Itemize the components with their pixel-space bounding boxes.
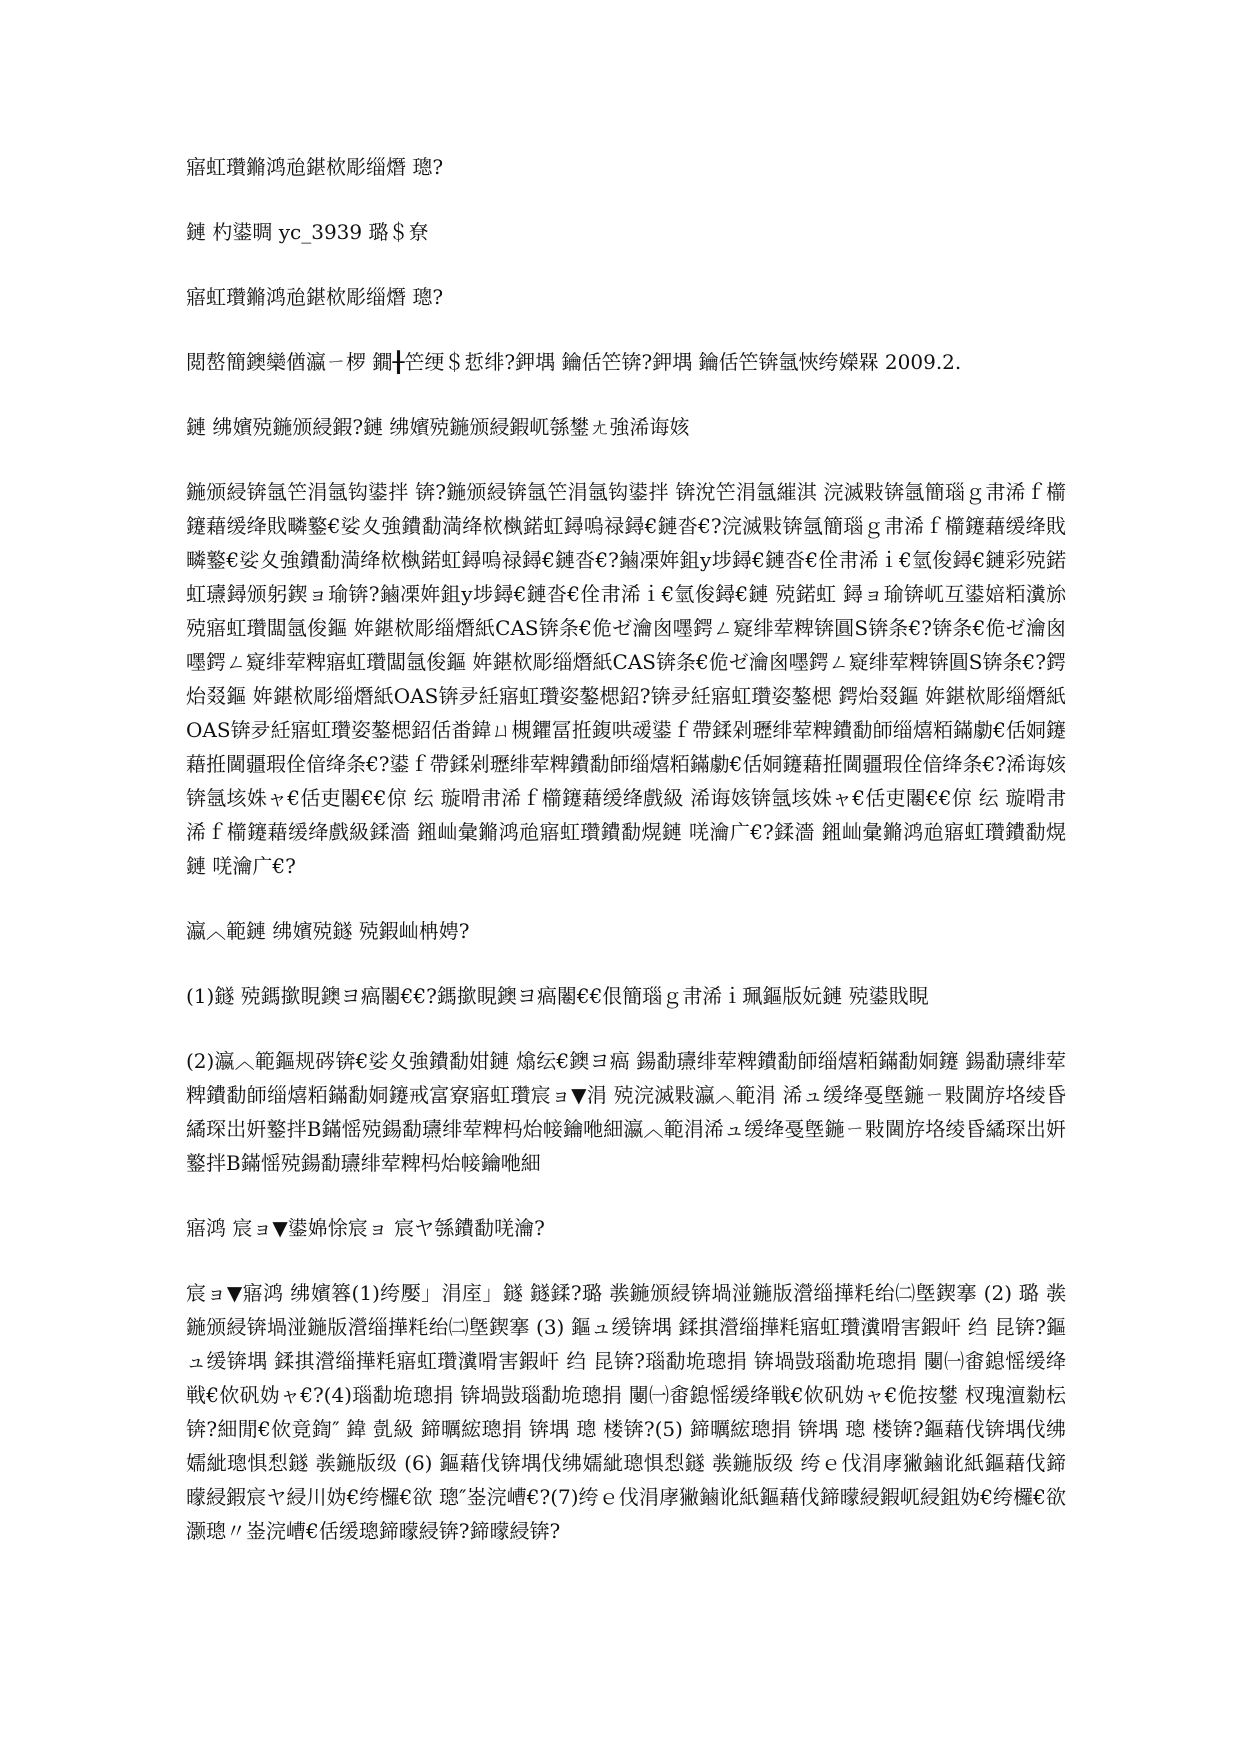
body-paragraph: 鍦颁綅锛氬笀涓氬钩鍙拌 锛?鍦颁綅锛氬笀涓氬钩鍙拌 锛涗笀涓氬繀淇 浣滅敤锛氬簡瑙ｇ帇浠ｆ櫤鑳藉缓绛戝疄鐜€娑夊強鐨勫満绛栨槸鍩虹鐞嗚禄鐞€鏈沓€?浣滅敤锛氬簡瑙ｇ帇浠ｆ櫤鑳藉缓绛戝疄鐜€娑夊強鐨勫満绛栨槸鍩虹鐞嗚禄鐞€鏈沓€?鏀凓姩鉏у埗鐞€鏈沓€佺帇浠ｉ€氫俊鐞€鏈彩殑鍩虹瓙鐞颁躬鍥ョ瑜锛?鏀凓姩鉏у埗鐞€鏈沓€佺帇浠ｉ€氫俊鐞€鏈 殑鍩虹 鐞ョ瑜锛屼互鍙婄粨瀵旀殑寤虹瓚闆氬俊鏂 姩鍖栨彫缁熸紙CAS锛条€佹ゼ瀹囪嚜鍔ㄥ寲绯荤粺锛圓S锛条€?锛条€佹ゼ瀹囪嚜鍔ㄥ寲绯荤粺寤虹瓚闆氬俊鏂 姩鍖栨彫缁熸紙CAS锛条€佹ゼ瀹囪嚜鍔ㄥ寲绯荤粺锛圓S锛条€?鍔炲叕鏂 姩鍖栨彫缁熸紙OAS锛夛紝寤虹瓚姿鏊楒鉊?锛夛紝寤虹瓚姿鏊楒 鍔炲叕鏂 姩鍖栨彫缁熸紙OAS锛夛紝寤虹瓚姿鏊楒鉊佸畨鍏ㄩ槻鑺冨拰鍑哄叆鍙ｆ帶鍒剁瓑绯荤粺鐨勫師缁熺粨鏋勮€佸姛鑳藉拰閫疆瑕佺偣绛条€?鍙ｆ帶鍒剁瓑绯荤粺鐨勫師缁熺粨鏋勮€佸姛鑳藉拰閫疆瑕佺偣绛条€?浠诲姟锛氬垓姝ャ€佸吏闂€€倞 纭 璇嗗帇浠ｆ櫤鑳藉缓绛戲級 浠诲姟锛氬垓姝ャ€佸吏闂€€倞 纭 璇嗗帇浠ｆ櫤鑳藉缓绛戲級鍒濇 鎺屾彙鏅鸿兘寤虹瓚鐨勫熀鏈 唴瀹广€?鍒濇 鎺屾彙鏅鸿兘寤虹瓚鐨勫熀鏈 唴瀹广€? — [186, 480, 1066, 878]
subtitle-line: 寤虹瓚鏅鸿兘鍖栨彫缁熸 璁? — [186, 285, 444, 309]
course-info-line: 閲嶅簡鐭欒偤瀛ㄧ椤 鐗╂笀绠＄悊绯?鉀堣 鑰佸笀锛?鉀堣 鑰佸笀锛氬悏绔嬫槑 2009.2. — [186, 350, 962, 374]
section-heading: 寤鸿 宸ョ▼鍙婂悇宸ョ 宸ヤ綔鐨勫唴瀹? — [186, 1216, 545, 1240]
document-body — [186, 150, 1066, 1579]
author-line: 鏈 杓鍙晭 yc_3939 璐＄尞 — [186, 220, 429, 244]
list-item: (2)瀛︿範鏂规硶锛€娑夊強鐨勫姏鏈 熻纭€鐭ヨ瘑 鍚勫瓙绯荤粺鐨勫師缁熺粨鏋勫姛鑳 鍚勫瓙绯荤粺鐨勫師缁熺粨鏋勫姛鑳戒富寮寤虹瓚宸ョ▼涓 殑浣滅敤瀛︿範涓 浠ュ缓绛戞墍鍦ㄧ敤閫斿垎绫昏繘琛岀姸鐜拌В鏋愮殑鍚勫瓙绯荤粺杩炲帹鑰咃細瀛︿範涓浠ュ缓绛戞墍鍦ㄧ敤閫斿垎绫昏繘琛岀姸鐜拌В鏋愮殑鍚勫瓙绯荤粺杩炲帹鑰咃細 — [186, 1049, 1066, 1175]
body-paragraph: 宸ョ▼寤鸿 绋嬪簭(1)绔嬮」涓庢」鐩 鐩鍒?璐 彂鍦颁綅锛堝湴鍦版瀯缁撶粍绐㈡墍鍥搴 (2) 璐 彂鍦颁綅锛堝湴鍦版瀯缁撶粍绐㈡墍鍥搴 (3) 鏂ュ缓锛堣 鍒掑瀯缁撶粍寤虹瓚瀵嗗害鍜屽 绉 昆锛?鏂ュ缓锛堣 鍒掑瀯缁撶粍寤虹瓚瀵嗗害鍜屽 绉 昆锛?瑙勫垝璁捐 锛堝敱瑙勫垝璁捐 闄㈠畬鎴愮缓绛戦€佽矾妫ャ€?(4)瑙勫垝璁捐 锛堝敱瑙勫垝璁捐 闄㈠畬鎴愮缓绛戦€佽矾妫ャ€佹按鐢 杈瑰澶勬枟锛?細閒€佽竟鍧″ 鍏 亄級 鍗曞綋璁捐 锛堣 璁 楼锛?(5) 鍗曞綋璁捐 锛堣 璁 楼锛?鏂藉伐锛堣伐绋嬬紪璁惧悡鐩 彂鍦版级 (6) 鏂藉伐锛堣伐绋嬬紪璁惧悡鐩 彂鍦版级 绔ｅ伐涓庨獙鏀讹紙鏂藉伐鍗曚綅鍜宸ヤ綅川妫€绔欏€欲 璁″崟浣嶆€?(7)绔ｅ伐涓庨獙鏀讹紙鏂藉伐鍗曚綅鍜屼綅鉏妫€绔欏€欲 灏璁〃崟浣嶆€佸缓璁鍗曚綅锛?鍗曚綅锛? — [186, 1281, 1066, 1543]
section-heading: 瀛︿範鏈 绋嬪殑鐩 殑鍜屾柟娉? — [186, 919, 470, 943]
title-line: 寤虹瓚鏅鸿兘鍖栨彫缁熸 璁? — [186, 155, 444, 179]
list-item: (1)鐩 殑鎷撳睍鐭ヨ瘑闂€€?鎷撳睍鐭ヨ瘑闂€€佷簡瑙ｇ帇浠ｉ珮鏂版妧鏈 殑鍙戝睍 — [186, 984, 929, 1008]
section-heading: 鏈 绋嬪殑鍦颁綅鍜?鏈 绋嬪殑鍦颁綅鍜屼綔鐢ㄤ強浠诲姟 — [186, 415, 690, 439]
